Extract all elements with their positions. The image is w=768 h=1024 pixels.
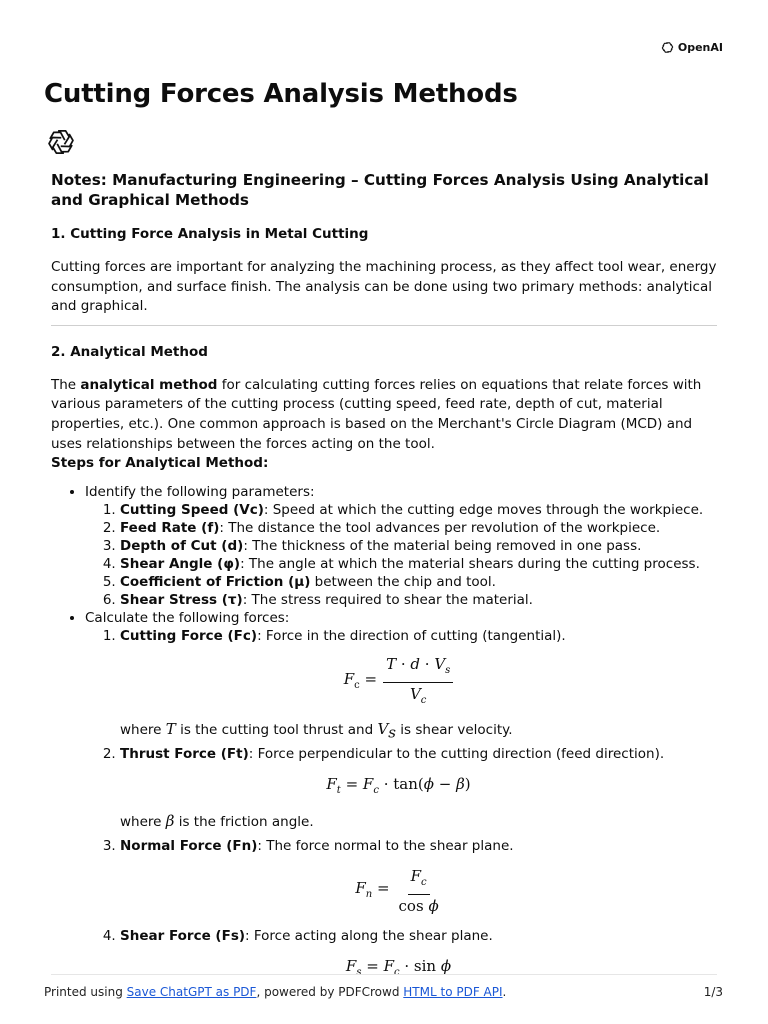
list-item: 1. Cutting Speed (Vc): Speed at which the cutting edge moves through the workpiece. [120, 501, 717, 519]
list-item: 6. Shear Stress (τ): The stress required to shear the material. [120, 591, 717, 609]
analytical-method-term: analytical method [80, 376, 218, 393]
normal-force-formula: $F_n$ = $\frac{F_c}{\text{cos ϕ}}$ [355, 867, 439, 916]
footer-divider [51, 974, 717, 975]
cutting-force-formula: $F_c$ = $\frac{T \cdot d \cdot V_s}{V_c}$ [120, 655, 717, 710]
list-item [85, 609, 717, 983]
list-item: 5. Coefficient of Friction (μ) between the chip and tool. [120, 573, 717, 591]
list-item: 3. Normal Force (Fn): The force normal to the shear plane. $F_n$ = $\frac{F_c}{\text{cos ϕ}}$ [120, 837, 717, 915]
calculate-label: Calculate the following forces: [85, 609, 290, 626]
list-item: 2. Feed Rate (f): The distance the tool advances per revolution of the workpiece. [120, 519, 717, 537]
list-item: 4. Shear Angle (φ): The angle at which the material shears during the cutting process. [120, 555, 717, 573]
steps-list [51, 483, 717, 983]
identify-label: Identify the following parameters: [85, 483, 315, 500]
list-item: 1. Cutting Force (Fc): Force in the direction of cutting (tangential). $F_c$ = $\frac{T \cdot d \cdot V_s}{V_c}$ where T is the cutting tool thrust and $V_s$ is shear velocity. [120, 627, 717, 742]
forces-list [85, 627, 717, 983]
brand-name: OpenAI [677, 41, 723, 54]
list-item: 2. Thrust Force (Ft): Force perpendicular to the cutting direction (feed direction). $F_t = F_c \cdot \tan(\phi - \beta)$ where β is the friction angle. [120, 745, 717, 831]
section-divider [51, 325, 717, 326]
html-to-pdf-link[interactable]: HTML to PDF API [403, 985, 503, 999]
page-number: 1/3 [703, 985, 723, 999]
notes-heading: Notes: Manufacturing Engineering – Cutting Forces Analysis Using Analytical and Graphical Methods [51, 171, 709, 209]
section2-intro: The analytical method for calculating cutting forces relies on equations that relate forces with various parameters of the cutting process (cutting speed, feed rate, depth of cut, material properties, etc.). One common approach is based on the Merchant's Circle Diagram (MCD) and uses relationships between the forces acting on the tool. [51, 376, 702, 452]
section2-heading: 2. Analytical Method [51, 343, 208, 360]
save-chatgpt-link[interactable]: Save ChatGPT as PDF [126, 985, 257, 999]
list-item: 4. Shear Force (Fs): Force acting along the shear plane. $F_s = F_c \cdot \sin \phi$ [120, 927, 717, 982]
cutting-force-note: where T is the cutting tool thrust and $V_s$ is shear velocity. [120, 719, 513, 742]
message-content [51, 170, 717, 982]
openai-logo-icon [660, 40, 675, 55]
list-item [85, 483, 717, 609]
chatgpt-logo-icon [47, 128, 75, 156]
page-title: Cutting Forces Analysis Methods [44, 79, 518, 109]
print-footer [44, 985, 723, 999]
parameters-list [85, 501, 717, 609]
steps-title: Steps for Analytical Method: [51, 455, 269, 472]
section1-body: Cutting forces are important for analyzing the machining process, as they affect tool wear, energy consumption, and surface finish. The analysis can be done using two primary methods: analytical and graphical. [51, 259, 717, 315]
section1-heading: 1. Cutting Force Analysis in Metal Cutting [51, 226, 369, 242]
footer-credit: Printed using Save ChatGPT as PDF, powered by PDFCrowd HTML to PDF API. [44, 985, 507, 999]
chatgpt-avatar [47, 128, 75, 156]
thrust-force-formula: $F_t = F_c \cdot \tan(\phi - \beta)$ [326, 775, 471, 797]
openai-brand [660, 40, 723, 55]
list-item: 3. Depth of Cut (d): The thickness of the material being removed in one pass. [120, 537, 717, 555]
shear-force-formula: $F_s = F_c \cdot \sin \phi$ [345, 957, 452, 979]
thrust-force-note: where β is the friction angle. [120, 812, 314, 831]
